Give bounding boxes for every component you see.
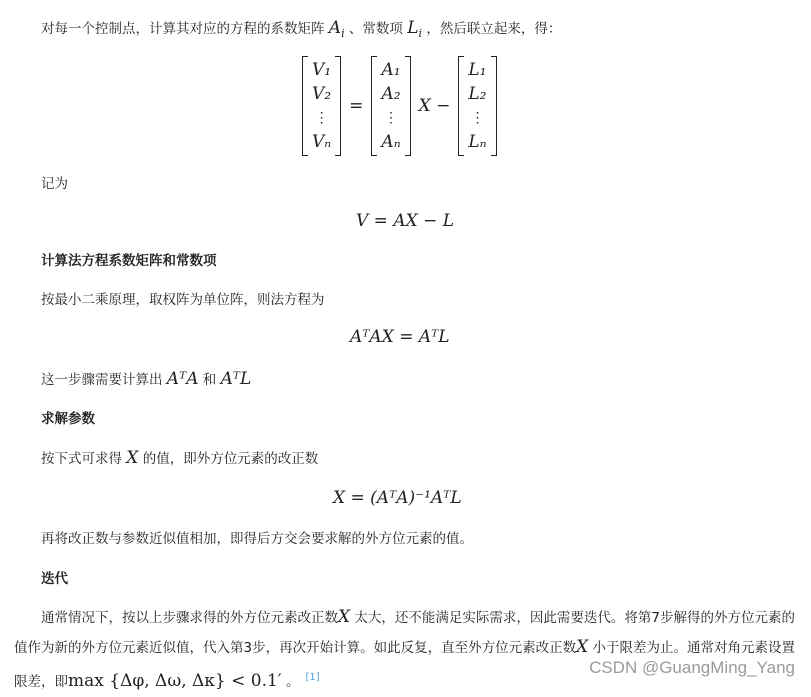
section-heading-solve: 求解参数 (41, 411, 95, 427)
equation-v: V = AX − L (356, 211, 455, 231)
math-X1: X (338, 607, 351, 627)
intro-sep: 、常数项 (348, 21, 403, 37)
math-Li: $L_i$ (407, 18, 423, 40)
math-X2: X (576, 637, 589, 657)
matrix-V: V₁ V₂ ⋮ Vₙ (302, 56, 341, 156)
math-Ai: $A_i$ (328, 18, 345, 40)
watermark: CSDN @GuangMing_Yang (589, 658, 795, 677)
equals-sign: = (349, 96, 364, 116)
section-heading-iteration: 迭代 (41, 571, 68, 587)
intro-text-after: ，然后联立起来，得： (426, 21, 562, 37)
x-minus: X − (418, 96, 451, 116)
section2-conclusion: 再将改正数与参数近似值相加，即得后方交会要求解的外方位元素的值。 (41, 531, 473, 547)
math-limit: max {Δφ, Δω, Δκ} < 0.1′ (68, 671, 282, 691)
intro-text-before: 对每一个控制点，计算其对应的方程的系数矩阵 (41, 21, 325, 37)
equation-normal: AᵀAX = AᵀL (350, 327, 450, 347)
math-AtL: AᵀL (220, 369, 252, 389)
section2-text: 按下式可求得 X 的值，即外方位元素的改正数 (41, 448, 319, 468)
matrix-L: L₁ L₂ ⋮ Lₙ (458, 56, 496, 156)
intro-paragraph (41, 18, 561, 44)
matrix-A: A₁ A₂ ⋮ Aₙ (371, 56, 410, 156)
math-AtA: AᵀA (166, 369, 199, 389)
section1-text: 按最小二乘原理，取权阵为单位阵，则法方程为 (41, 292, 325, 308)
math-X: X (126, 448, 139, 468)
equation-solution: X = (AᵀA)⁻¹AᵀL (333, 488, 462, 508)
footnote-link[interactable]: [1] (305, 672, 320, 683)
denote-label: 记为 (41, 176, 68, 192)
section1-step: 这一步骤需要计算出 AᵀA 和 AᵀL (41, 369, 252, 389)
iteration-paragraph: 通常情况下，按以上步骤求得的外方位元素改正数X 太大，还不能满足实际需求，因此需要迭代。将第7步解得的外方位元素的值作为新的外方位元素近似值，代入第3步，再次开始计算。如此反复，直至外方位元素改正数X 小于限差为止。通常对角元素设置限差，即max {Δφ, Δω, Δκ} < 0.1′ 。 [1] (14, 607, 795, 691)
section-heading-normal-equation: 计算法方程系数矩阵和常数项 (41, 253, 217, 269)
matrix-equation (302, 54, 497, 158)
